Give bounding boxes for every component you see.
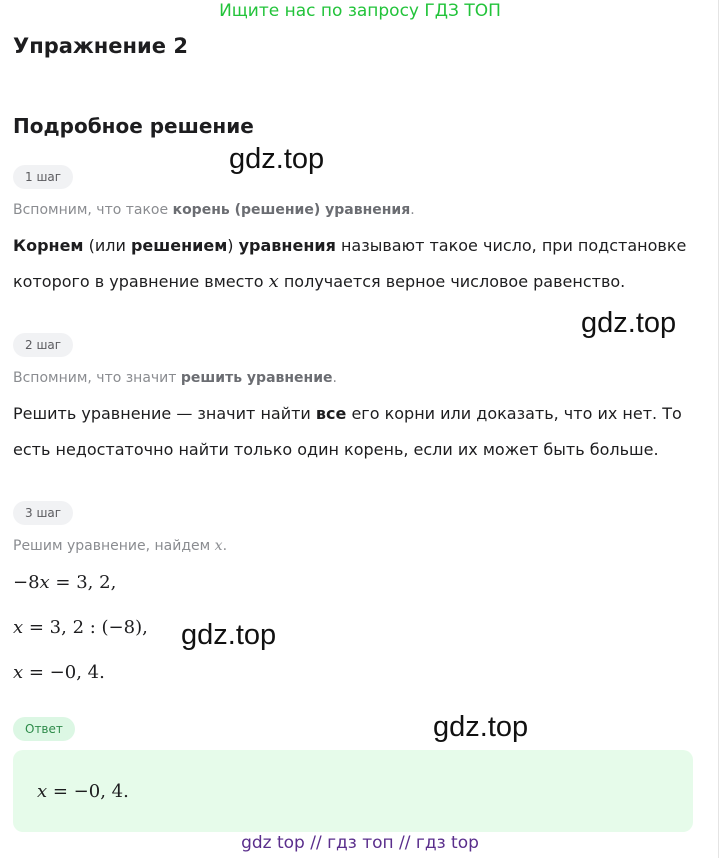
step-1-hint-bold: корень (решение) уравнения <box>172 202 411 218</box>
step-2-hint-text: Вспомним, что значит <box>13 370 181 386</box>
watermark: gdz.top <box>581 307 677 339</box>
equation-rhs: = −0, 4. <box>23 662 105 683</box>
solution-title: Подробное решение <box>13 114 254 138</box>
equation-2 <box>13 613 148 643</box>
coefficient: −8 <box>13 572 40 593</box>
footer-links[interactable]: gdz top // гдз топ // гдз top <box>241 833 479 853</box>
step-1-line-2 <box>13 264 625 300</box>
text: ) <box>227 236 239 255</box>
text: (или <box>83 236 131 255</box>
text: называют такое число, при подстановке <box>335 236 687 255</box>
step-2-line-1 <box>13 396 682 432</box>
step-2-line-2: есть недостаточно найти только один корень, если их может быть больше. <box>13 440 659 459</box>
equation-rhs: = 3, 2 : (−8), <box>23 617 148 638</box>
step-2-hint-end: . <box>332 370 337 386</box>
watermark: gdz.top <box>181 619 277 651</box>
variable-x: x <box>13 617 24 638</box>
step-1-line-1 <box>13 228 686 264</box>
variable-x: x <box>13 662 24 683</box>
variable-x: x <box>214 538 223 554</box>
step-1-hint-end: . <box>410 202 415 218</box>
step-2-hint <box>13 368 337 388</box>
variable-x: x <box>39 572 50 593</box>
step-1-badge: 1 шаг <box>13 165 73 189</box>
step-3-hint-text: Решим уравнение, найдем <box>13 538 215 554</box>
equation-rhs: = 3, 2, <box>49 572 117 593</box>
text: его корни или доказать, что их нет. То <box>346 404 682 423</box>
step-2-hint-bold: решить уравнение <box>180 370 333 386</box>
step-3-hint-end: . <box>222 538 228 554</box>
variable-x: x <box>37 781 48 802</box>
text: Решить уравнение — значит найти <box>13 404 316 423</box>
step-1-hint <box>13 200 415 220</box>
term-root: Корнем <box>13 236 84 255</box>
variable-x: x <box>268 271 279 292</box>
scrollbar-track[interactable] <box>718 0 719 858</box>
equation-3 <box>13 658 105 688</box>
answer-equation <box>37 777 129 807</box>
step-3-badge: 3 шаг <box>13 501 73 525</box>
term-equation: уравнения <box>238 236 336 255</box>
answer-badge: Ответ <box>13 717 75 741</box>
answer-value: = −0, 4. <box>47 781 129 802</box>
exercise-title: Упражнение 2 <box>13 34 188 58</box>
term-all: все <box>315 404 347 423</box>
text: которого в уравнение вместо <box>13 272 269 291</box>
step-1-hint-text: Вспомним, что такое <box>13 202 173 218</box>
top-banner[interactable]: Ищите нас по запросу ГДЗ ТОП <box>219 1 501 21</box>
watermark: gdz.top <box>229 143 325 175</box>
term-solution: решением <box>130 236 228 255</box>
step-2-badge: 2 шаг <box>13 333 73 357</box>
watermark: gdz.top <box>433 711 529 743</box>
step-3-hint <box>13 536 227 556</box>
equation-1 <box>13 568 116 598</box>
text: получается верное числовое равенство. <box>278 272 626 291</box>
